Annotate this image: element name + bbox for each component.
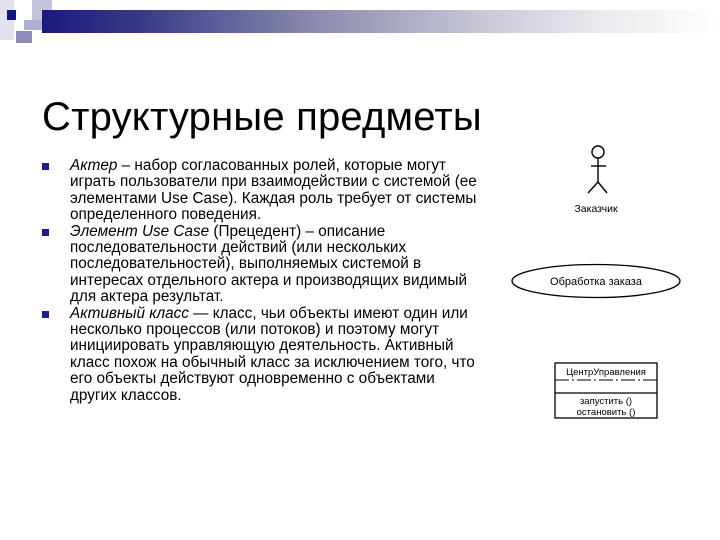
- decor-square: [0, 0, 14, 40]
- actor-label: Заказчик: [574, 203, 618, 215]
- bullet-term: Элемент Use Case: [70, 222, 210, 240]
- bullet-actor: [40, 158, 480, 224]
- bullet-term: Актер: [70, 157, 118, 174]
- bullet-list: [40, 158, 480, 404]
- square-bullet-icon: [42, 163, 49, 170]
- square-bullet-icon: [42, 229, 49, 236]
- uml-diagram: [500, 130, 700, 430]
- decor-square: [24, 20, 42, 30]
- header-gradient-bar: [42, 10, 720, 33]
- active-class-box: [555, 363, 657, 418]
- stick-figure-icon: [588, 146, 607, 193]
- bullet-term: Активный класс: [70, 304, 189, 322]
- class-operation: запустить (): [579, 396, 633, 407]
- use-case-ellipse: [512, 265, 680, 298]
- square-bullet-icon: [42, 311, 49, 318]
- bullet-text: — класс, чьи объекты имеют один или несколько процессов (или потоков) и поэтому могут инициировать управляющую деятельность. Активный класс похож на обычный класс за исключением того, что его объекты действуют одновременно с объектами других классов.: [70, 304, 475, 404]
- slide-title: Структурные предметы: [42, 94, 482, 139]
- bullet-text: (Прецедент) – описание последовательности действий (или нескольких последовательностей), выполняемых системой в интересах отдельного актера и производящих видимый для актера результат.: [70, 222, 468, 306]
- decor-square: [16, 31, 32, 43]
- decor-square-dark: [7, 10, 16, 20]
- bullet-use-case: [40, 224, 480, 306]
- class-operation: остановить (): [576, 407, 636, 418]
- use-case-label: Обработка заказа: [550, 276, 642, 288]
- bullet-text: – набор согласованных ролей, которые могут играть пользователи при взаимодействии с системой (ее элементами Use Case). Каждая роль требует от системы определенного поведения.: [70, 157, 477, 224]
- bullet-active-class: [40, 306, 480, 404]
- class-name: ЦентрУправления: [566, 367, 646, 378]
